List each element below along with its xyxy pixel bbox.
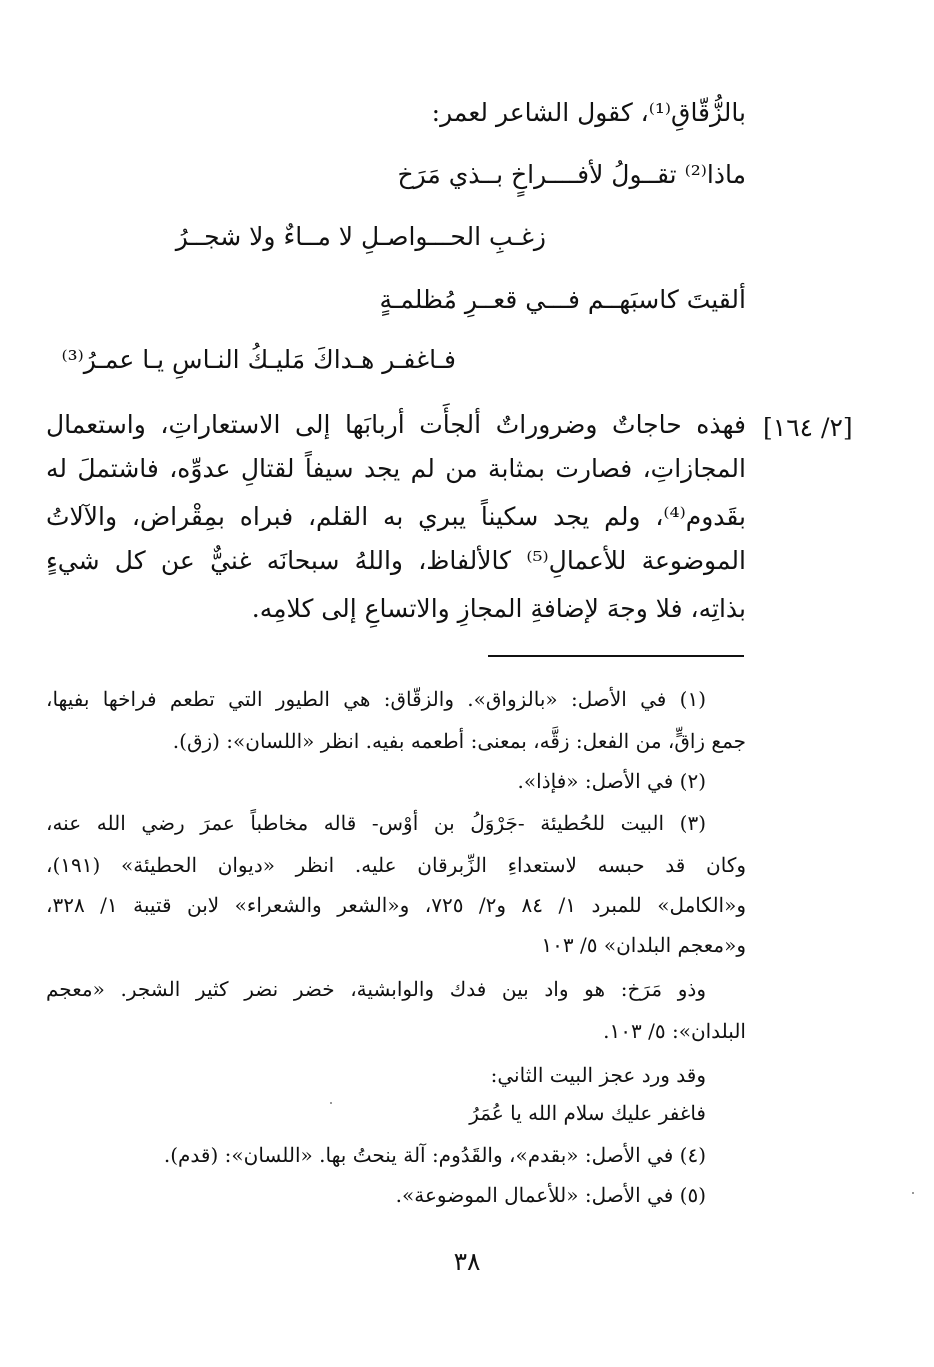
page-number: ٣٨ bbox=[453, 1247, 481, 1276]
footnote-5: (٥) في الأصل: «للأعمال الموضوعة». bbox=[395, 1183, 706, 1207]
footnote-1-line-2: جمع زاقٍّ، من الفعل: زقَّه، بمعنى: أطعمه بفيه. انظر «اللسان»: (زق). bbox=[172, 729, 746, 753]
verse-line-2: زغـبِ الحـــواصـلِ لا مــاءٌ ولا شجــرُ bbox=[175, 222, 546, 251]
paragraph-line: المجازاتِ، فصارت بمثابة من لم يجد سيفاً لقتالِ عدوِّه، فاشتملَ له bbox=[46, 454, 746, 483]
scan-speck bbox=[330, 1102, 332, 1104]
verse-line-4: فـاغفـر هـداكَ مَليـكُ النـاسِ يـا عمـرُ⁽³⁾ bbox=[61, 345, 456, 374]
footnote-3-line-8: فاغفر عليك سلام الله يا عُمَرُ bbox=[469, 1101, 706, 1125]
paragraph-line: الموضوعة للأعمالِ⁽⁵⁾ كالألفاظ، واللهُ سبحانَه غنيٌّ عن كل شيءٍ bbox=[46, 546, 746, 575]
footnote-separator bbox=[488, 655, 744, 657]
paragraph-line: فهذه حاجاتٌ وضروراتٌ ألجأَت أربابَها إلى الاستعاراتِ، واستعمال bbox=[46, 410, 746, 439]
footnote-3-line-1: (٣) البيت للحُطيئة -جَرْوَلُ بن أوْس- قاله مخاطباً عمرَ رضي الله عنه، bbox=[46, 811, 706, 835]
footnote-1-line-1: (١) في الأصل: «بالزواق». والزقّاق: هي الطيور التي تطعم فراخها بفيها، bbox=[46, 687, 706, 711]
footnote-3-line-4: و«معجم البلدان» ٥/ ١٠٣ bbox=[541, 933, 746, 957]
paragraph-line: بذاتِه، فلا وجهَ لإضافةِ المجازِ والاتساعِ إلى كلامِه. bbox=[251, 594, 746, 623]
paragraph-line: بقَدوم⁽⁴⁾، ولم يجد سكيناً يبري به القلم، فبراه بمِقْراض، والآلاتُ bbox=[46, 502, 746, 531]
footnote-3-line-7: وقد ورد عجز البيت الثاني: bbox=[490, 1063, 706, 1087]
intro-line: بالزُّقّاقِ⁽¹⁾، كقول الشاعر لعمر: bbox=[431, 98, 746, 127]
footnote-4: (٤) في الأصل: «بقدم»، والقَدُوم: آلة ينحتُ بها. «اللسان»: (قدم). bbox=[163, 1143, 706, 1167]
footnote-3-line-5: وذو مَرَخ: هو واد بين فدك والوابشية، خضر نضر كثير الشجر. «معجم bbox=[46, 977, 706, 1001]
footnote-3-line-3: و«الكامل» للمبرد ١/ ٨٤ و٢/ ٧٢٥، و«الشعر والشعراء» لابن قتيبة ١/ ٣٢٨، bbox=[46, 893, 746, 917]
footnote-3-line-6: البلدان»: ٥/ ١٠٣. bbox=[603, 1019, 746, 1043]
verse-line-1: ماذا⁽²⁾ تقــولُ لأفــــراخٍ بــذي مَرَخ bbox=[397, 160, 746, 189]
footnote-3-line-2: وكان قد حبسه لاستعداءِ الزِّبرقان عليه. انظر «ديوان الحطيئة» (١٩١)، bbox=[46, 853, 746, 877]
scan-speck bbox=[912, 1192, 914, 1194]
footnote-2: (٢) في الأصل: «فإذا». bbox=[517, 769, 706, 793]
verse-line-3: ألقيتَ كاسبَهــم فـــي قعــرِ مُظلمـةٍ bbox=[379, 285, 746, 314]
page-reference-marker: [٢/ ١٦٤] bbox=[763, 413, 853, 442]
